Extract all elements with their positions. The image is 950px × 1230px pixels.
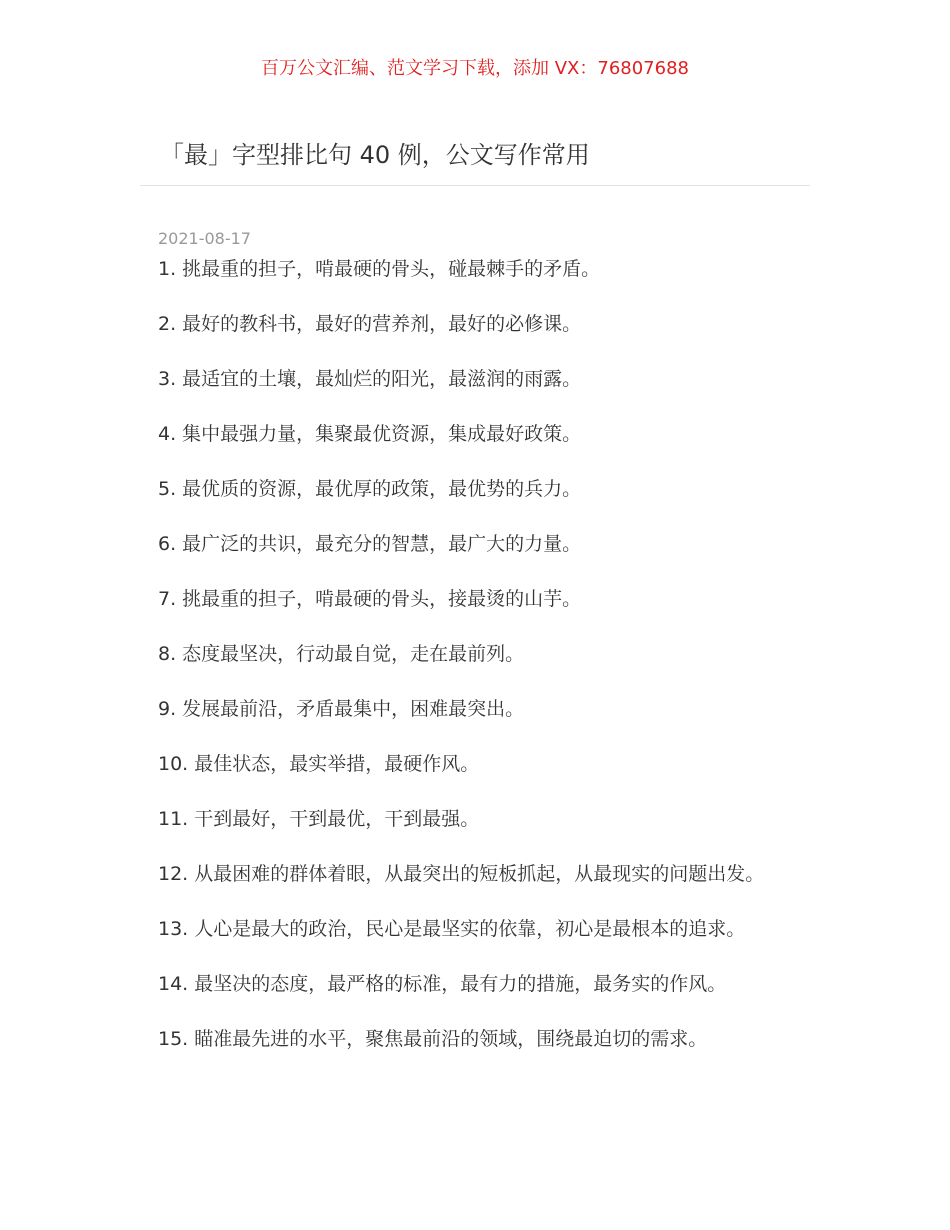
publish-date: 2021-08-17 [158,229,251,248]
sentence-list [158,253,798,1078]
list-item: 13. 人心是最大的政治，民心是最坚实的依靠，初心是最根本的追求。 [158,918,746,940]
list-item: 10. 最佳状态，最实举措，最硬作风。 [158,753,480,775]
list-item: 8. 态度最坚决，行动最自觉，走在最前列。 [158,643,525,665]
list-item: 3. 最适宜的土壤，最灿烂的阳光，最滋润的雨露。 [158,368,582,390]
list-item: 15. 瞄准最先进的水平，聚焦最前沿的领域，围绕最迫切的需求。 [158,1028,708,1050]
list-item: 12. 从最困难的群体着眼，从最突出的短板抓起，从最现实的问题出发。 [158,863,765,885]
list-item: 14. 最坚决的态度，最严格的标准，最有力的措施，最务实的作风。 [158,973,727,995]
title-divider [140,185,810,186]
list-item: 2. 最好的教科书，最好的营养剂，最好的必修课。 [158,313,582,335]
list-item: 9. 发展最前沿，矛盾最集中，困难最突出。 [158,698,525,720]
list-item: 6. 最广泛的共识，最充分的智慧，最广大的力量。 [158,533,582,555]
list-item: 1. 挑最重的担子，啃最硬的骨头，碰最棘手的矛盾。 [158,258,601,280]
list-item: 4. 集中最强力量，集聚最优资源，集成最好政策。 [158,423,582,445]
list-item: 7. 挑最重的担子，啃最硬的骨头，接最烫的山芋。 [158,588,582,610]
promo-banner: 百万公文汇编、范文学习下载，添加 VX：76807688 [261,58,689,79]
list-item: 5. 最优质的资源，最优厚的政策，最优势的兵力。 [158,478,582,500]
list-item: 11. 干到最好，干到最优，干到最强。 [158,808,480,830]
article-title: 「最」字型排比句 40 例，公文写作常用 [160,141,590,169]
